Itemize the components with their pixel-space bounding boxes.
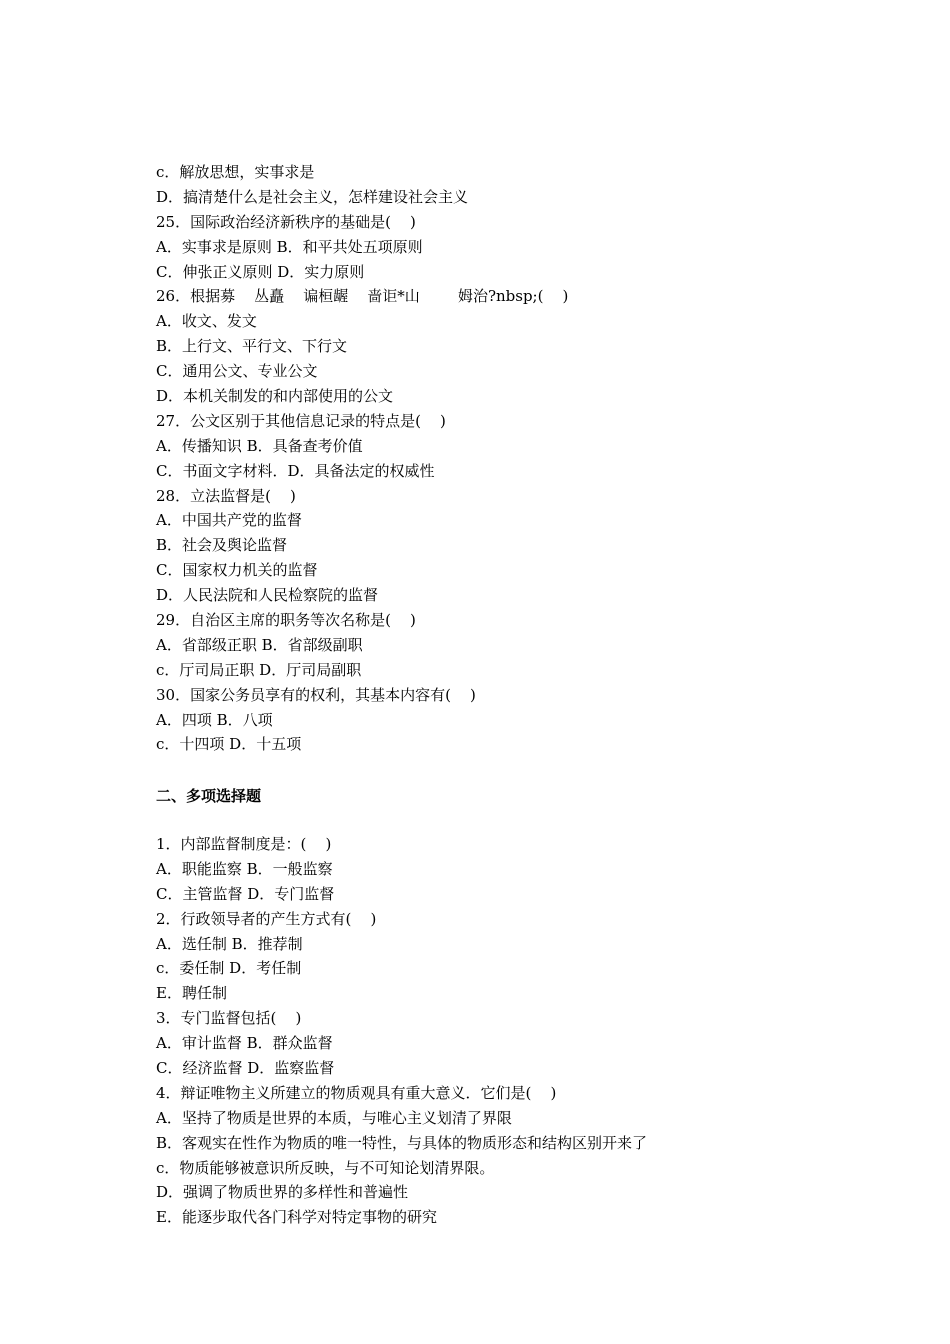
text-line: 28．立法监督是( ) (156, 486, 296, 505)
text-line: A．职能监察 B．一般监察 (156, 859, 333, 878)
text-line: c．厅司局正职 D．厅司局副职 (156, 660, 362, 679)
text-line: A．中国共产党的监督 (156, 511, 302, 530)
text-line: 4．辩证唯物主义所建立的物质观具有重大意义．它们是( ) (156, 1083, 557, 1102)
text-line: D．人民法院和人民检察院的监督 (156, 586, 379, 605)
text-line: D．本机关制发的和内部使用的公文 (156, 387, 394, 406)
text-line: D．强调了物质世界的多样性和普遍性 (156, 1183, 409, 1202)
text-line: 26．根据募 丛矗 谝桓龌 啬讵*山 姆治?nbsp;( ) (156, 287, 569, 306)
text-line: C．经济监督 D．监察监督 (156, 1059, 335, 1078)
text-line: E．能逐步取代各门科学对特定事物的研究 (156, 1208, 437, 1227)
text-line: c．解放思想，实事求是 (156, 163, 315, 181)
text-line: B．上行文、平行文、下行文 (156, 337, 348, 356)
single-choice-continuation (156, 160, 796, 757)
text-line: 29．自治区主席的职务等次名称是( ) (156, 611, 416, 630)
text-line: A．实事求是原则 B．和平共处五项原则 (156, 237, 423, 256)
text-line: A．收文、发文 (156, 312, 257, 331)
text-line: E．聘任制 (156, 984, 227, 1003)
section-heading: 二、多项选择题 (156, 787, 262, 805)
text-line: c．委任制 D．考任制 (156, 959, 302, 978)
text-line: A．四项 B．八项 (156, 710, 273, 729)
text-line: c．物质能够被意识所反映，与不可知论划清界限。 (156, 1158, 495, 1177)
text-line: D．搞清楚什么是社会主义，怎样建设社会主义 (156, 187, 469, 206)
text-line: 2．行政领导者的产生方式有( ) (156, 909, 377, 928)
text-line: C．通用公文、专业公文 (156, 362, 318, 381)
text-line: A．选任制 B．推荐制 (156, 934, 303, 953)
text-line: C．国家权力机关的监督 (156, 561, 318, 580)
text-line: 30．国家公务员享有的权利，其基本内容有( ) (156, 685, 476, 704)
text-line: c．十四项 D．十五项 (156, 735, 302, 754)
text-line: A．审计监督 B．群众监督 (156, 1034, 333, 1053)
text-line: 3．专门监督包括( ) (156, 1009, 302, 1028)
text-line: 27．公文区别于其他信息记录的特点是( ) (156, 411, 446, 430)
text-line: C．伸张正义原则 D．实力原则 (156, 262, 365, 281)
text-line: 1．内部监督制度是：( ) (156, 835, 332, 853)
text-line: 25．国际政治经济新秩序的基础是( ) (156, 212, 416, 231)
text-line: A．传播知识 B．具备查考价值 (156, 436, 363, 455)
text-line: B．社会及舆论监督 (156, 536, 288, 555)
text-line: A．坚持了物质是世界的本质，与唯心主义划清了界限 (156, 1108, 512, 1127)
text-line: C．书面文字材料．D．具备法定的权威性 (156, 461, 435, 480)
multiple-choice-section (156, 832, 796, 1230)
text-line: C．主管监督 D．专门监督 (156, 884, 335, 903)
text-line: B．客观实在性作为物质的唯一特性，与具体的物质形态和结构区别开来了 (156, 1133, 648, 1152)
text-line: A．省部级正职 B．省部级副职 (156, 635, 363, 654)
